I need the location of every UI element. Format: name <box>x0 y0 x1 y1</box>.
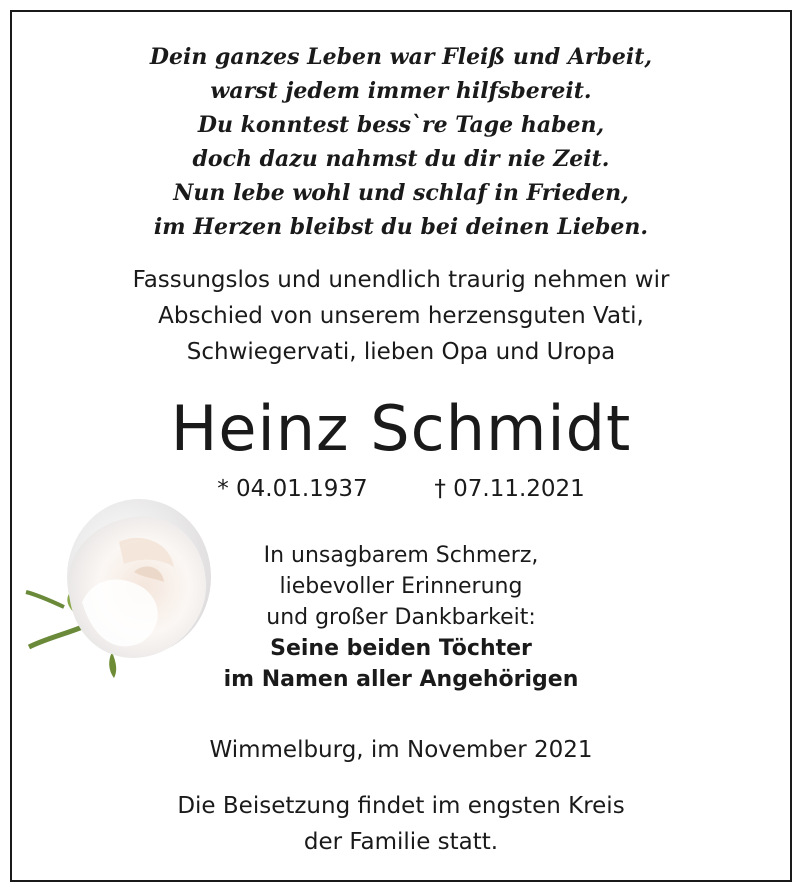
poem-line: im Herzen bleibst du bei deinen Lieben. <box>153 214 649 240</box>
mourners-signature: Seine beiden Töchter <box>270 636 532 661</box>
deceased-name: Heinz Schmidt <box>170 392 632 465</box>
poem-line: Nun lebe wohl und schlaf in Frieden, <box>173 180 629 206</box>
intro-line: Fassungslos und unendlich traurig nehmen wir <box>132 267 670 293</box>
mourners-block <box>162 540 640 695</box>
poem-line: Dein ganzes Leben war Fleiß und Arbeit, <box>149 44 653 70</box>
intro-line: Schwiegervati, lieben Opa und Uropa <box>186 339 616 365</box>
obituary-notice <box>10 10 792 882</box>
place-date: Wimmelburg, im November 2021 <box>209 737 593 763</box>
death-date: † 07.11.2021 <box>434 476 585 502</box>
mourners-signature: im Namen aller Angehörigen <box>223 667 579 692</box>
funeral-note-line: Die Beisetzung findet im engsten Kreis <box>177 793 625 819</box>
poem-line: Du konntest bess`re Tage haben, <box>197 112 605 138</box>
mourners-line: und großer Dankbarkeit: <box>266 605 536 630</box>
mourners-line: liebevoller Erinnerung <box>279 574 523 599</box>
intro-line: Abschied von unserem herzensguten Vati, <box>158 303 644 329</box>
funeral-note-line: der Familie statt. <box>303 829 499 855</box>
mourners-line: In unsagbarem Schmerz, <box>263 543 539 568</box>
poem-line: doch dazu nahmst du dir nie Zeit. <box>192 146 610 172</box>
birth-date: * 04.01.1937 <box>217 476 368 502</box>
poem-line: warst jedem immer hilfsbereit. <box>210 78 592 104</box>
